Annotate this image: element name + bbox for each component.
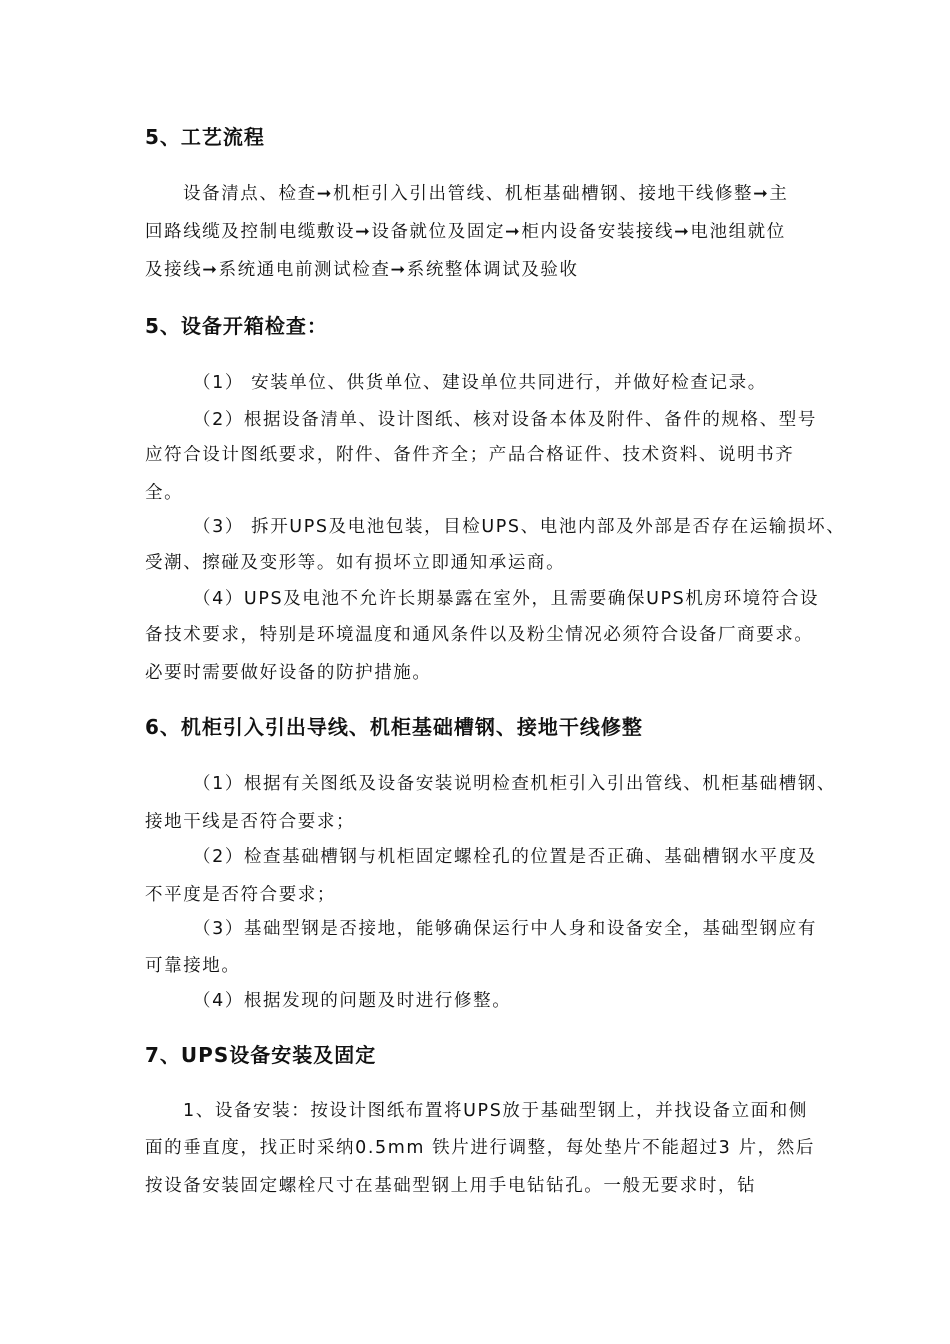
paragraph-line: 面的垂直度，找正时采纳0.5mm 铁片进行调整，每处垫片不能超过3 片，然后 bbox=[145, 1138, 815, 1158]
paragraph-line: 及接线➞系统通电前测试检查➞系统整体调试及验收 bbox=[145, 260, 579, 280]
paragraph-line: （2）根据设备清单、设计图纸、核对设备本体及附件、备件的规格、型号 bbox=[193, 410, 817, 430]
section-heading-cabinet-trim: 6、机柜引入引出导线、机柜基础槽钢、接地干线修整 bbox=[145, 715, 643, 739]
section-heading-process-flow: 5、工艺流程 bbox=[145, 125, 265, 149]
paragraph-line: （1）根据有关图纸及设备安装说明检查机柜引入引出管线、机柜基础槽钢、 bbox=[193, 774, 837, 794]
paragraph-line: 受潮、擦碰及变形等。如有损坏立即通知承运商。 bbox=[145, 553, 566, 573]
paragraph-line: 必要时需要做好设备的防护措施。 bbox=[145, 663, 432, 683]
paragraph-line: 回路线缆及控制电缆敷设➞设备就位及固定➞柜内设备安装接线➞电池组就位 bbox=[145, 222, 786, 242]
paragraph-line: （4）根据发现的问题及时进行修整。 bbox=[193, 991, 512, 1011]
paragraph-line: 不平度是否符合要求； bbox=[145, 885, 336, 905]
paragraph-line: 备技术要求，特别是环境温度和通风条件以及粉尘情况必须符合设备厂商要求。 bbox=[145, 625, 814, 645]
section-heading-ups-installation: 7、UPS设备安装及固定 bbox=[145, 1043, 377, 1067]
paragraph-line: 全。 bbox=[145, 483, 184, 503]
paragraph-line: （2）检查基础槽钢与机柜固定螺栓孔的位置是否正确、基础槽钢水平度及 bbox=[193, 847, 817, 867]
paragraph-line: 应符合设计图纸要求，附件、备件齐全；产品合格证件、技术资料、说明书齐 bbox=[145, 445, 795, 465]
paragraph-line: （3）基础型钢是否接地，能够确保运行中人身和设备安全，基础型钢应有 bbox=[193, 919, 817, 939]
section-heading-unboxing-inspection: 5、设备开箱检查： bbox=[145, 314, 328, 338]
paragraph-line: （3） 拆开UPS及电池包装，目检UPS、电池内部及外部是否存在运输损坏、 bbox=[193, 517, 846, 537]
paragraph-line: 1、设备安装：按设计图纸布置将UPS放于基础型钢上，并找设备立面和侧 bbox=[183, 1101, 809, 1121]
paragraph-line: 按设备安装固定螺栓尺寸在基础型钢上用手电钻钻孔。一般无要求时，钻 bbox=[145, 1176, 757, 1196]
paragraph-line: 可靠接地。 bbox=[145, 956, 241, 976]
paragraph-line: 接地干线是否符合要求； bbox=[145, 812, 356, 832]
paragraph-line: 设备清点、检查➞机柜引入引出管线、机柜基础槽钢、接地干线修整➞主 bbox=[183, 184, 789, 204]
paragraph-line: （1） 安装单位、供货单位、建设单位共同进行，并做好检查记录。 bbox=[193, 373, 767, 393]
paragraph-line: （4）UPS及电池不允许长期暴露在室外，且需要确保UPS机房环境符合设 bbox=[193, 589, 820, 609]
